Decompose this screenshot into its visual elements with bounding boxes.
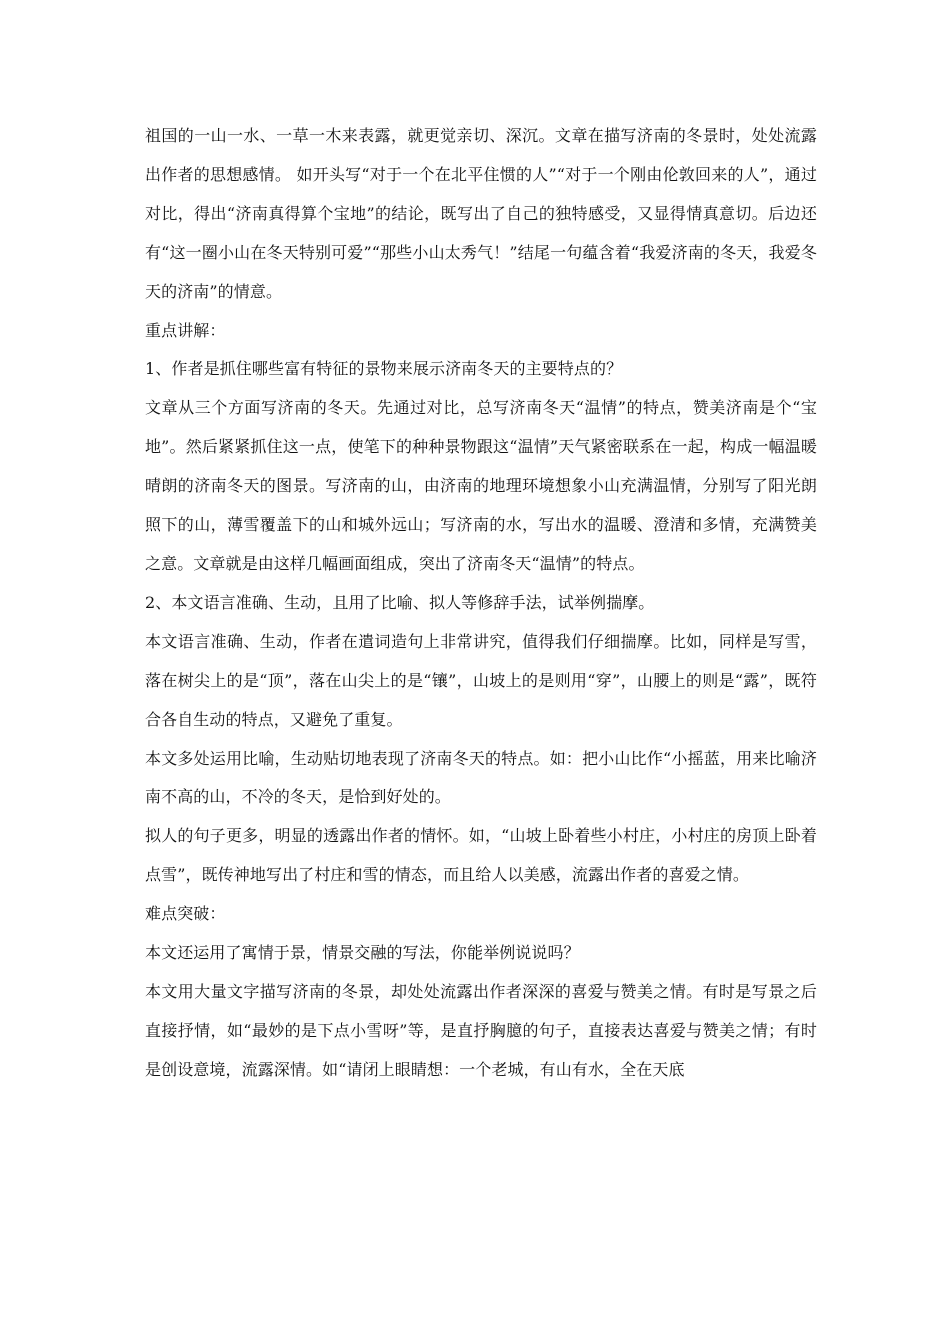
answer-2-personification: 拟人的句子更多，明显的透露出作者的情怀。如，“山坡上卧着些小村庄，小村庄的房顶上卧着点雪”，既传神地写出了村庄和雪的情态，而且给人以美感，流露出作者的喜爱之情。 <box>145 826 817 885</box>
question-2: 2、本文语言准确、生动，且用了比喻、拟人等修辞手法，试举例揣摩。 <box>145 592 655 612</box>
answer-2-metaphor: 本文多处运用比喻，生动贴切地表现了济南冬天的特点。如：把小山比作“小摇蓝，用来比喻济南不高的山，不冷的冬天，是恰到好处的。 <box>145 748 817 807</box>
answer-1: 文章从三个方面写济南的冬天。先通过对比，总写济南冬天“温情”的特点，赞美济南是个“宝地”。然后紧紧抓住这一点，使笔下的种种景物跟这“温情”天气紧密联系在一起，构成一幅温暖晴朗的济南冬天的图景。写济南的山，由济南的地理环境想象小山充满温情，分别写了阳光朗照下的山，薄雪覆盖下的山和城外远山；写济南的水，写出水的温暖、澄清和多情，充满赞美之意。文章就是由这样几幅画面组成，突出了济南冬天“温情”的特点。 <box>145 398 817 573</box>
document-page <box>145 117 817 1090</box>
answer-3: 本文用大量文字描写济南的冬景，却处处流露出作者深深的喜爱与赞美之情。有时是写景之后直接抒情，如“最妙的是下点小雪呀”等，是直抒胸臆的句子，直接表达喜爱与赞美之情；有时是创设意境，流露深情。如“请闭上眼睛想：一个老城，有山有水，全在天底 <box>145 981 817 1079</box>
answer-2-wording: 本文语言准确、生动，作者在遣词造句上非常讲究，值得我们仔细揣摩。比如，同样是写雪，落在树尖上的是“顶”，落在山尖上的是“镶”，山坡上的是则用“穿”，山腰上的则是“露”，既符合各自生动的特点，又避免了重复。 <box>145 631 817 729</box>
section-heading-key-points: 重点讲解： <box>145 320 226 340</box>
question-1: 1、作者是抓住哪些富有特征的景物来展示济南冬天的主要特点的？ <box>145 359 623 379</box>
paragraph-intro-emotion: 祖国的一山一水、一草一木来表露，就更觉亲切、深沉。文章在描写济南的冬景时，处处流露出作者的思想感情。 如开头写“对于一个在北平住惯的人”“对于一个刚由伦敦回来的人”，通过对比，得出“济南真得算个宝地”的结论，既写出了自己的独特感受，又显得情真意切。后边还有“这一圈小山在冬天特别可爱”“那些小山太秀气！”结尾一句蕴含着“我爱济南的冬天，我爱冬天的济南”的情意。 <box>145 126 817 301</box>
question-3: 本文还运用了寓情于景，情景交融的写法，你能举例说说吗？ <box>145 943 580 963</box>
section-heading-difficulty: 难点突破： <box>145 904 226 924</box>
